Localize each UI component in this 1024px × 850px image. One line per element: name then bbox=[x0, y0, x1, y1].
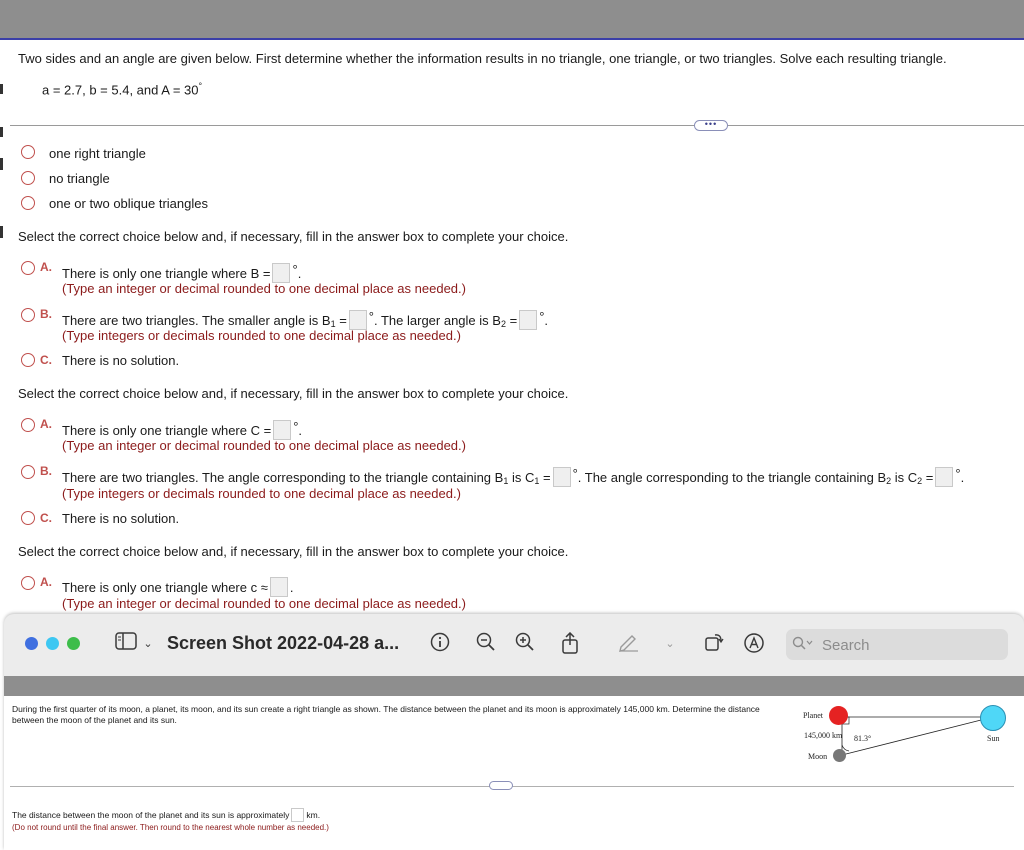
moon-icon bbox=[833, 749, 846, 762]
option-one-right-triangle: one right triangle bbox=[49, 146, 146, 161]
answer-box-b1[interactable] bbox=[349, 310, 367, 330]
radio-c-choice-c[interactable] bbox=[21, 511, 35, 525]
answer-hint: (Do not round until the final answer. Then round to the nearest whole number as needed.) bbox=[12, 823, 329, 832]
chevron-down-icon[interactable]: ⌄ bbox=[143, 638, 153, 650]
distance-answer-box[interactable] bbox=[291, 808, 304, 822]
answer-box-c1[interactable] bbox=[553, 467, 571, 487]
zoom-window-button[interactable] bbox=[67, 637, 80, 650]
instruction-side-c: Select the correct choice below and, if necessary, fill in the answer box to complete your choice. bbox=[18, 544, 569, 559]
left-edge-marker bbox=[0, 127, 3, 137]
document-expand-button[interactable] bbox=[489, 781, 513, 790]
angle-label: 81.3° bbox=[854, 734, 872, 743]
choice-letter: A. bbox=[40, 417, 52, 431]
answer-box-c-side[interactable] bbox=[270, 577, 288, 597]
sun-label: Sun bbox=[987, 734, 1000, 743]
choice-hint: (Type integers or decimals rounded to one decimal place as needed.) bbox=[62, 486, 461, 501]
rotate-icon[interactable] bbox=[702, 632, 726, 656]
minimize-window-button[interactable] bbox=[46, 637, 59, 650]
moon-label: Moon bbox=[808, 752, 828, 761]
sidebar-toggle-icon[interactable] bbox=[113, 632, 139, 656]
instruction-angle-c: Select the correct choice below and, if necessary, fill in the answer box to complete your choice. bbox=[18, 386, 569, 401]
choice-hint: (Type an integer or decimal rounded to one decimal place as needed.) bbox=[62, 438, 466, 453]
answer-box-c[interactable] bbox=[273, 420, 291, 440]
close-window-button[interactable] bbox=[25, 637, 38, 650]
choice-letter: B. bbox=[40, 464, 52, 478]
choice-letter: A. bbox=[40, 260, 52, 274]
left-edge-marker bbox=[0, 84, 3, 94]
search-placeholder: Search bbox=[822, 637, 870, 654]
left-edge-marker bbox=[0, 226, 3, 238]
radio-c-choice-a[interactable] bbox=[21, 418, 35, 432]
answer-box-c2[interactable] bbox=[935, 467, 953, 487]
choice-letter: B. bbox=[40, 307, 52, 321]
markup-chevron-down-icon[interactable]: ⌄ bbox=[665, 638, 675, 650]
radio-b-choice-a[interactable] bbox=[21, 261, 35, 275]
choice-b-c-text: There is no solution. bbox=[62, 353, 180, 368]
radio-one-right-triangle[interactable] bbox=[21, 145, 35, 159]
choice-letter: A. bbox=[40, 575, 52, 589]
answer-box-b2[interactable] bbox=[519, 310, 537, 330]
choice-c-b-text: There are two triangles. The angle corresponding to the triangle containing $B_1$ is $C_1$ = °. The angle corresponding to the triangle containing $B_2$ is $C_2$ = °. bbox=[62, 466, 965, 486]
planet-icon bbox=[829, 706, 848, 725]
top-frame-bar bbox=[0, 0, 1024, 38]
option-oblique-triangles: one or two oblique triangles bbox=[49, 196, 208, 211]
problem-text: During the first quarter of its moon, a planet, its moon, and its sun create a right triangle as shown. The distance between the planet and its moon is approximately 145,000 km. Determine the distance between the moon of the planet and its sun. bbox=[12, 704, 760, 725]
given-values: a = 2.7, b = 5.4, and A = 30° bbox=[42, 81, 203, 98]
distance-label: 145,000 km bbox=[804, 731, 843, 740]
search-input[interactable] bbox=[786, 629, 1008, 660]
zoom-in-icon[interactable] bbox=[513, 632, 537, 656]
radio-b-choice-c[interactable] bbox=[21, 353, 35, 367]
annotate-icon[interactable] bbox=[742, 632, 766, 656]
choice-b-a-text: There is only one triangle where B = °. bbox=[62, 262, 302, 281]
share-icon[interactable] bbox=[558, 632, 582, 656]
instruction-angle-b: Select the correct choice below and, if necessary, fill in the answer box to complete your choice. bbox=[18, 229, 569, 244]
choice-hint: (Type an integer or decimal rounded to one decimal place as needed.) bbox=[62, 281, 466, 296]
search-icon bbox=[792, 636, 816, 655]
zoom-out-icon[interactable] bbox=[474, 632, 498, 656]
choice-letter: C. bbox=[40, 511, 52, 525]
sun-icon bbox=[980, 705, 1006, 731]
radio-no-triangle[interactable] bbox=[21, 171, 35, 185]
radio-b-choice-b[interactable] bbox=[21, 308, 35, 322]
option-no-triangle: no triangle bbox=[49, 171, 110, 186]
choice-hint: (Type an integer or decimal rounded to one decimal place as needed.) bbox=[62, 596, 466, 611]
section-divider bbox=[10, 125, 1024, 126]
radio-oblique-triangles[interactable] bbox=[21, 196, 35, 210]
window-title: Screen Shot 2022-04-28 a... bbox=[167, 633, 400, 653]
document-header-band bbox=[4, 676, 1024, 696]
radio-d-choice-a[interactable] bbox=[21, 576, 35, 590]
planet-label: Planet bbox=[803, 711, 823, 720]
expand-more-button[interactable]: ••• bbox=[694, 120, 728, 131]
question-prompt: Two sides and an angle are given below. First determine whether the information results in no triangle, one triangle, or two triangles. Solve each resulting triangle. bbox=[18, 51, 947, 66]
choice-letter: C. bbox=[40, 353, 52, 367]
markup-pen-icon[interactable] bbox=[617, 632, 641, 656]
choice-hint: (Type integers or decimals rounded to one decimal place as needed.) bbox=[62, 328, 461, 343]
choice-d-a-text: There is only one triangle where c ≈ . bbox=[62, 577, 293, 597]
choice-c-c-text: There is no solution. bbox=[62, 511, 180, 526]
radio-c-choice-b[interactable] bbox=[21, 465, 35, 479]
answer-box-b[interactable] bbox=[272, 263, 290, 283]
choice-c-a-text: There is only one triangle where C = °. bbox=[62, 419, 303, 438]
choice-b-b-text: There are two triangles. The smaller angle is $B_1$ = °. The larger angle is $B_2$ = °. bbox=[62, 309, 549, 329]
left-edge-marker bbox=[0, 158, 3, 170]
info-icon[interactable] bbox=[428, 632, 452, 656]
answer-sentence: The distance between the moon of the planet and its sun is approximately km. bbox=[12, 810, 321, 820]
